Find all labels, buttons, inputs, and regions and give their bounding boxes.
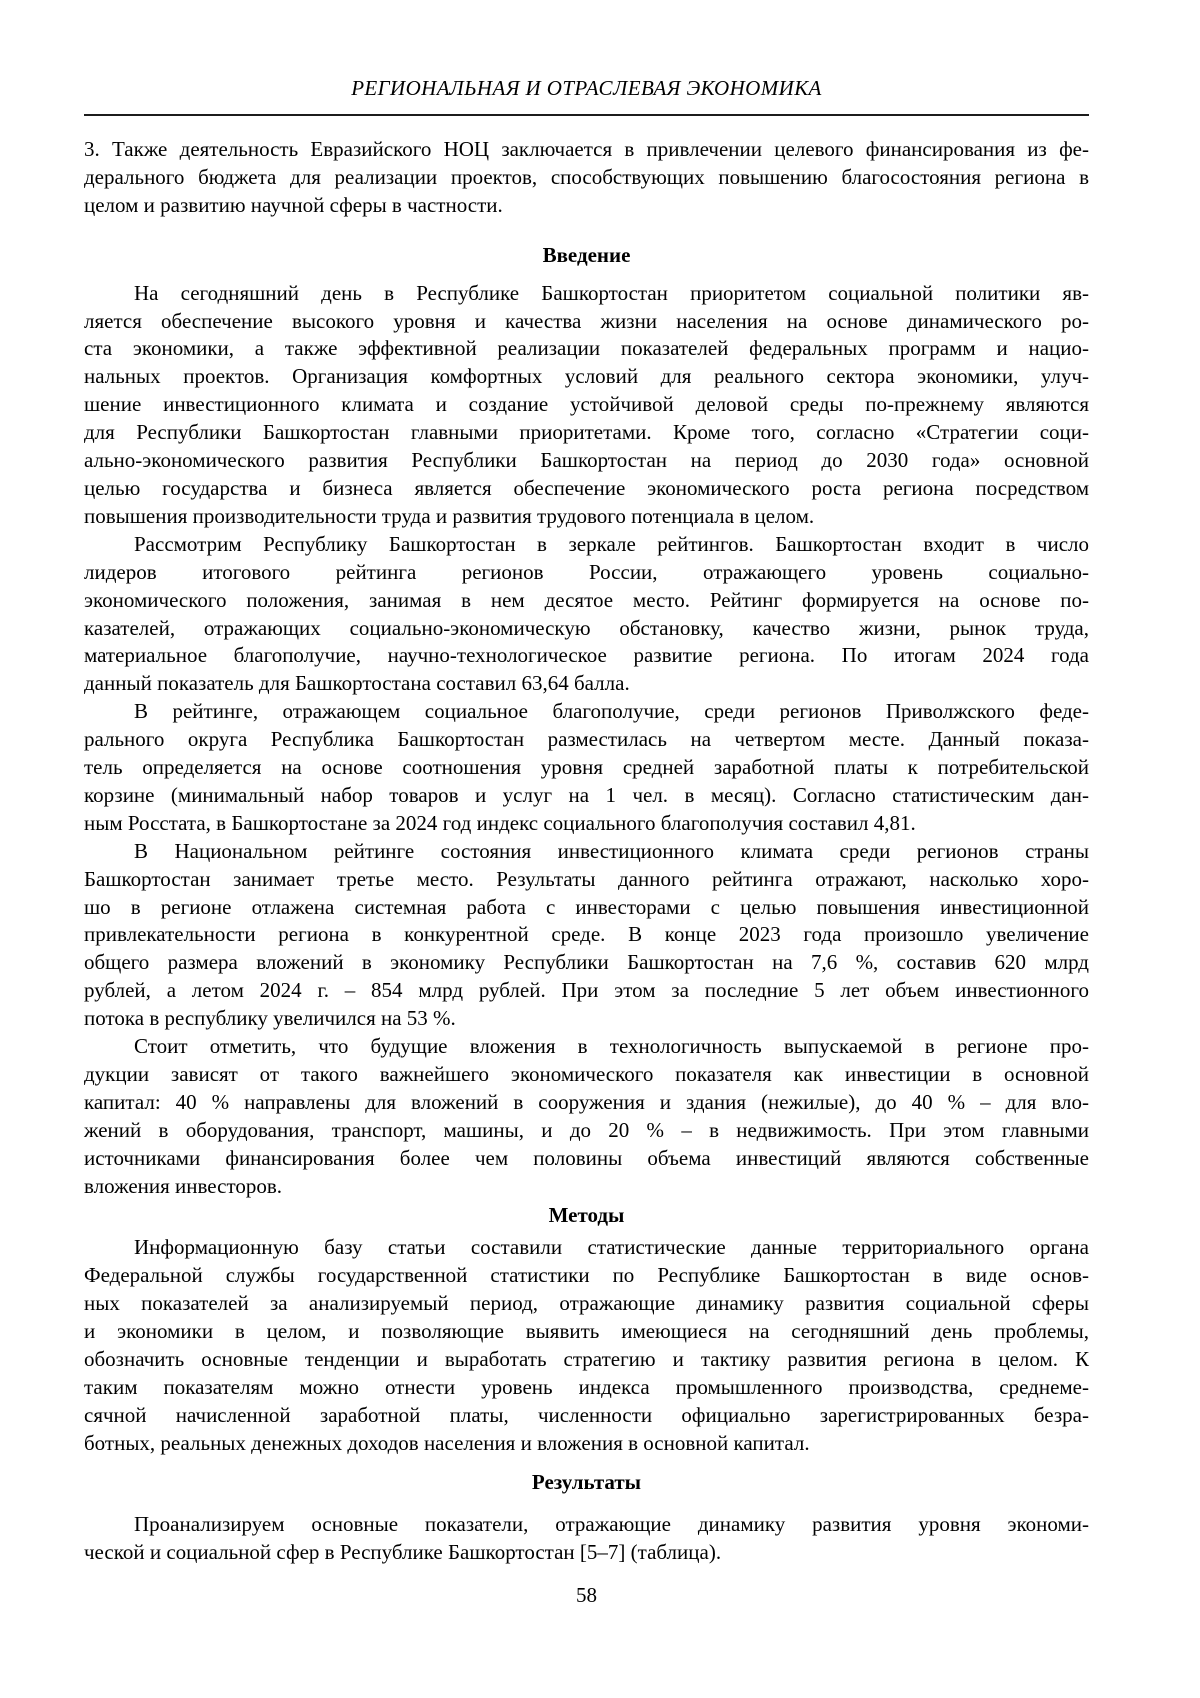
text-line: казателей, отражающих социально-экономическую обстановку, качество жизни, рынок труда, — [84, 615, 1089, 640]
text-line: нальных проектов. Организация комфортных условий для реального сектора экономики, улуч- — [84, 364, 1089, 389]
paragraph — [84, 1033, 1089, 1200]
text-line: шо в регионе отлажена системная работа с инвесторами с целью повышения инвестиционной — [84, 894, 1089, 919]
text-line: дукции зависят от такого важнейшего экономического показателя как инвестиции в основной — [84, 1062, 1089, 1086]
text-line: На сегодняшний день в Республике Башкортостан приоритетом социальной политики яв- — [134, 280, 1089, 305]
text-line: привлекательности региона в конкурентной среде. В конце 2023 года произошло увеличение — [84, 922, 1089, 947]
content — [84, 136, 1089, 1566]
paragraph — [84, 1234, 1089, 1457]
text-line: ным Росстата, в Башкортостане за 2024 год индекс социального благополучия составил 4,81. — [84, 810, 916, 835]
text-line: В рейтинге, отражающем социальное благополучие, среди регионов Приволжского феде- — [134, 699, 1089, 724]
paragraph — [84, 531, 1089, 698]
text-line: вложения инвесторов. — [84, 1173, 283, 1198]
text-line: тель определяется на основе соотношения уровня средней заработной платы к потребительской — [84, 755, 1089, 780]
paragraph — [84, 136, 1089, 220]
paragraph — [84, 698, 1089, 838]
header-rule — [84, 114, 1089, 116]
text-line: Информационную базу статьи составили статистические данные территориального органа — [134, 1235, 1089, 1260]
text-line: для Республики Башкортостан главными приоритетами. Кроме того, согласно «Стратегии соци- — [84, 420, 1089, 445]
text-line: Проанализируем основные показатели, отражающие динамику развития уровня экономи- — [134, 1511, 1089, 1536]
text-line: материальное благополучие, научно-технологическое развитие региона. По итогам 2024 года — [84, 643, 1089, 668]
text-line: лидеров итогового рейтинга регионов России, отражающего уровень социально- — [84, 559, 1089, 584]
text-line: рублей, а летом 2024 г. – 854 млрд рублей. При этом за последние 5 лет объем инвестионного — [84, 978, 1089, 1003]
page-number: 58 — [576, 1583, 597, 1608]
text-line: повышения производительности труда и развития трудового потенциала в целом. — [84, 503, 815, 528]
text-line: данный показатель для Башкортостана составил 63,64 балла. — [84, 671, 630, 696]
text-column — [84, 0, 1089, 1610]
text-line: общего размера вложений в экономику Республики Башкортостан на 7,6 %, составив 620 млрд — [84, 950, 1089, 975]
text-line: сячной начисленной заработной платы, численности официально зарегистрированных безра- — [84, 1402, 1089, 1427]
text-line: Башкортостан занимает третье место. Результаты данного рейтинга отражают, насколько хоро- — [84, 866, 1089, 891]
text-line: ста экономики, а также эффективной реализации показателей федеральных программ и нацио- — [84, 336, 1089, 361]
text-line: жений в оборудования, транспорт, машины, и до 20 % – в недвижимость. При этом главными — [84, 1117, 1089, 1142]
text-line: шение инвестиционного климата и создание устойчивой деловой среды по-прежнему являются — [84, 392, 1089, 417]
text-line: корзине (минимальный набор товаров и услуг на 1 чел. в месяц). Согласно статистическим дан- — [84, 782, 1089, 807]
text-line: ально-экономического развития Республики Башкортостан на период до 2030 года» основной — [84, 448, 1089, 473]
paragraph — [84, 1511, 1089, 1567]
text-line: В Национальном рейтинге состояния инвестиционного климата среди регионов страны — [134, 838, 1089, 863]
text-line: рального округа Республика Башкортостан разместилась на четвертом месте. Данный показа- — [84, 727, 1089, 752]
text-line: капитал: 40 % направлены для вложений в сооружения и здания (нежилые), до 40 % – для вло- — [84, 1089, 1089, 1114]
text-line: потока в республику увеличился на 53 %. — [84, 1006, 456, 1031]
text-line: целом и развитию научной сферы в частности. — [84, 192, 503, 217]
text-line: источниками финансирования более чем половины объема инвестиций являются собственные — [84, 1145, 1089, 1170]
section-heading: Введение — [542, 242, 631, 267]
text-line: ляется обеспечение высокого уровня и качества жизни населения на основе динамического ро- — [84, 308, 1089, 333]
text-line: и экономики в целом, и позволяющие выявить имеющиеся на сегодняшний день проблемы, — [84, 1319, 1089, 1344]
running-title: РЕГИОНАЛЬНАЯ И ОТРАСЛЕВАЯ ЭКОНОМИКА — [351, 76, 822, 100]
text-line: Рассмотрим Республику Башкортостан в зеркале рейтингов. Башкортостан входит в число — [134, 531, 1089, 556]
text-line: дерального бюджета для реализации проектов, способствующих повышению благосостояния региона в — [84, 164, 1089, 189]
text-line: ческой и социальной сфер в Республике Башкортостан [5–7] (таблица). — [84, 1539, 722, 1564]
text-line: целью государства и бизнеса является обеспечение экономического роста региона посредством — [84, 475, 1089, 500]
text-line: ных показателей за анализируемый период, отражающие динамику развития социальной сферы — [84, 1291, 1089, 1316]
section-heading: Методы — [548, 1202, 625, 1227]
text-line: ботных, реальных денежных доходов населения и вложения в основной капитал. — [84, 1430, 810, 1455]
text-line: Стоит отметить, что будущие вложения в технологичность выпускаемой в регионе про- — [134, 1034, 1089, 1059]
section-heading: Результаты — [531, 1469, 642, 1494]
text-line: 3. Также деятельность Евразийского НОЦ заключается в привлечении целевого финансирования из фе- — [84, 137, 1089, 161]
paragraph — [84, 280, 1089, 531]
text-line: обозначить основные тенденции и выработать стратегию и тактику развития региона в целом. К — [84, 1347, 1089, 1372]
paragraph — [84, 838, 1089, 1033]
text-line: таким показателям можно отнести уровень индекса промышленного производства, среднеме- — [84, 1374, 1089, 1399]
text-line: экономического положения, занимая в нем десятое место. Рейтинг формируется на основе по- — [84, 587, 1089, 612]
text-line: Федеральной службы государственной статистики по Республике Башкортостан в виде основ- — [84, 1263, 1089, 1288]
